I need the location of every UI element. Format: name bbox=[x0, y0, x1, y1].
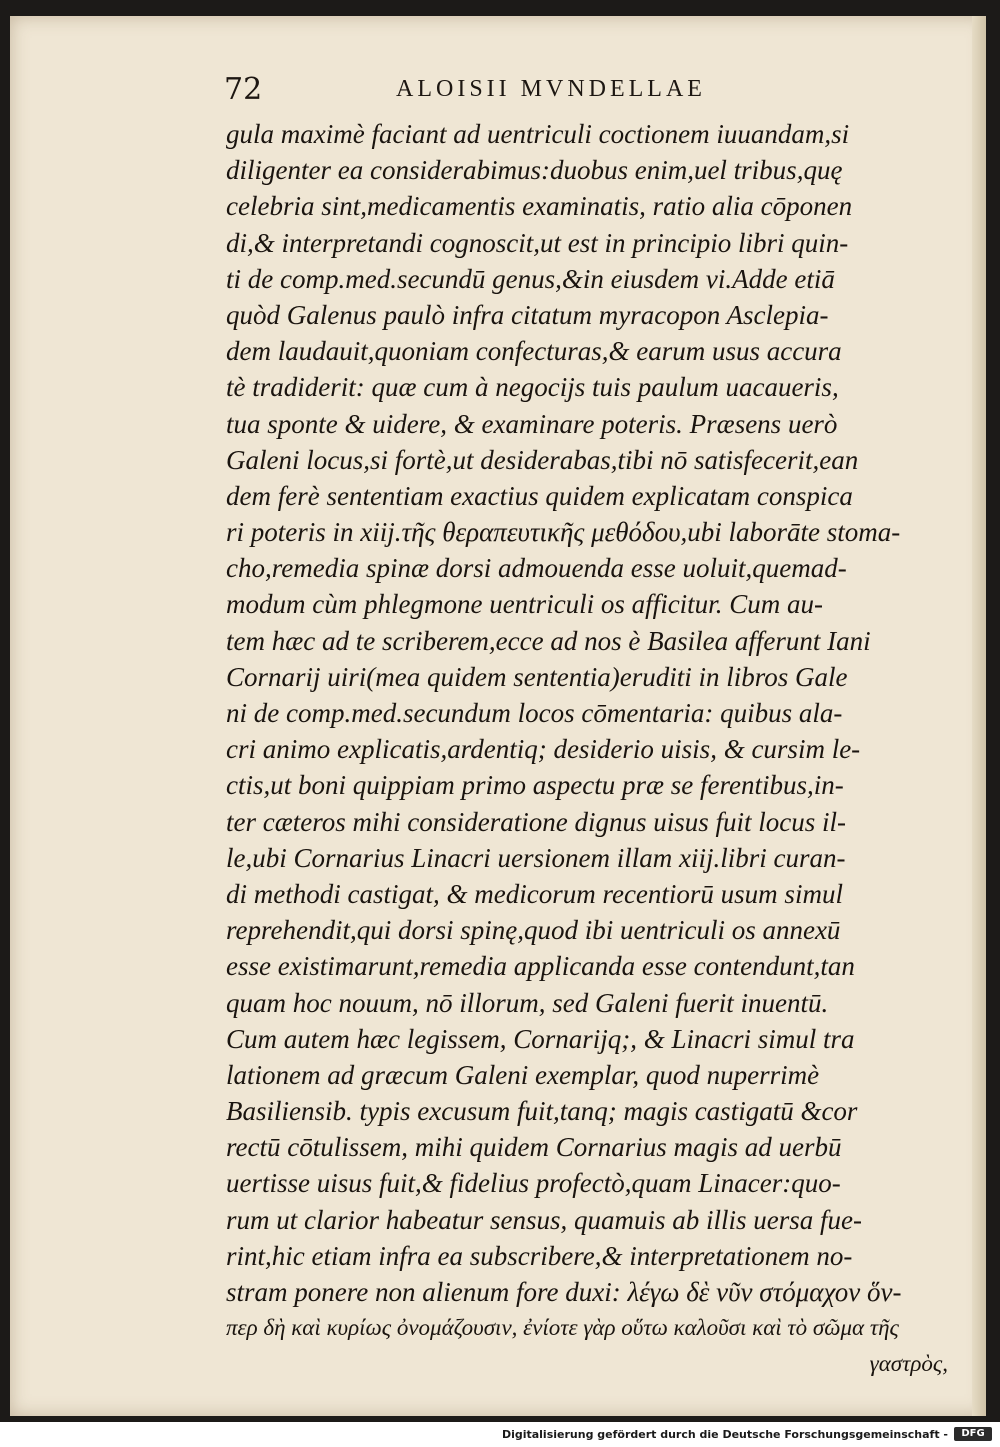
body-text bbox=[226, 116, 956, 1383]
text-line: Basiliensib. typis excusum fuit,tanq; magis castigatū &cor bbox=[226, 1096, 858, 1127]
footer-bar bbox=[0, 1422, 1000, 1447]
text-line: ni de comp.med.secundum locos cōmentaria: quibus ala- bbox=[226, 698, 843, 728]
dfg-logo-icon: DFG bbox=[954, 1427, 992, 1441]
text-line: rectū cōtulissem, mihi quidem Cornarius magis ad uerbū bbox=[226, 1132, 842, 1163]
text-line: Cornarij uiri(mea quidem sententia)eruditi in libros Gale bbox=[226, 661, 848, 692]
text-line: quòd Galenus paulò infra citatum myracopon Asclepia- bbox=[226, 299, 829, 330]
text-line: tè tradiderit: quæ cum à negocijs tuis paulum uacaueris, bbox=[226, 372, 839, 403]
text-line: cri animo explicatis,ardentiq; desiderio uisis, & cursim le- bbox=[226, 734, 861, 765]
text-line: ctis,ut boni quippiam primo aspectu præ se ferentibus,in- bbox=[226, 770, 844, 801]
page-edge bbox=[972, 16, 986, 1416]
text-line: ti de comp.med.secundū genus,&in eiusdem vi.Adde etiā bbox=[226, 263, 835, 294]
text-line: rint,hic etiam infra ea subscribere,& interpretationem no- bbox=[226, 1240, 853, 1271]
footer-credit: Digitalisierung gefördert durch die Deutsche Forschungsgemeinschaft - bbox=[501, 1428, 948, 1441]
text-line: reprehendit,qui dorsi spinę,quod ibi uentriculi os annexū bbox=[226, 915, 841, 946]
text-line: dem laudauit,quoniam confecturas,& earum usus accura bbox=[226, 336, 842, 367]
text-line: modum cùm phlegmone uentriculi os afficitur. Cum au- bbox=[226, 589, 823, 620]
text-line: esse existimarunt,remedia applicanda esse contendunt,tan bbox=[226, 951, 855, 982]
text-line: Galeni locus,si fortè,ut desiderabas,tibi nō satisfecerit,ean bbox=[226, 444, 859, 475]
text-line: stram ponere non alienum fore duxi: λέγω δὲ νῦν στόμαχον ὅν- bbox=[226, 1277, 902, 1307]
running-title: ALOISII MVNDELLAE bbox=[396, 76, 706, 102]
page-number: 72 bbox=[224, 72, 263, 107]
text-line: celebria sint,medicamentis examinatis, ratio alia cōponen bbox=[226, 191, 853, 222]
text-line: uertisse uisus fuit,& fidelius profectò,quam Linacer:quo- bbox=[226, 1168, 841, 1199]
text-line: ter cæteros mihi consideratione dignus uisus fuit locus il- bbox=[226, 806, 846, 837]
text-line: Cum autem hæc legissem, Cornarijq;, & Linacri simul tra bbox=[226, 1023, 855, 1054]
text-line: di methodi castigat, & medicorum recentiorū usum simul bbox=[226, 878, 843, 909]
text-line: rum ut clarior habeatur sensus, quamuis ab illis uersa fue- bbox=[226, 1204, 863, 1235]
text-line: lationem ad græcum Galeni exemplar, quod nuperrimè bbox=[226, 1059, 820, 1090]
text-line: tua sponte & uidere, & examinare poteris. Præsens uerò bbox=[226, 408, 838, 439]
text-line: tem hæc ad te scriberem,ecce ad nos è Basilea afferunt Iani bbox=[226, 625, 871, 656]
text-line: cho,remedia spinæ dorsi admouenda esse uoluit,quemad- bbox=[226, 553, 847, 584]
text-line: dem ferè sententiam exactius quidem explicatam conspica bbox=[226, 480, 853, 511]
catchword: γαστρὸς, bbox=[869, 1351, 948, 1377]
text-line: gula maximè faciant ad uentriculi coctionem iuuandam,si bbox=[226, 119, 850, 149]
running-head bbox=[224, 70, 784, 110]
text-line: diligenter ea considerabimus:duobus enim,uel tribus,quę bbox=[226, 155, 843, 186]
text-line: di,& interpretandi cognoscit,ut est in principio libri quin- bbox=[226, 227, 849, 258]
greek-text-line: περ δὴ καὶ κυρίως ὀνομάζουσιν, ἐνίοτε γὰρ οὕτω καλοῦσι καὶ τὸ σῶμα τῆς bbox=[226, 1315, 899, 1341]
text-line: ri poteris in xiij.τῆς θεραπευτικῆς μεθόδου,ubi laborāte stoma- bbox=[226, 517, 901, 548]
text-line: quam hoc nouum, nō illorum, sed Galeni fuerit inuentū. bbox=[226, 987, 829, 1018]
text-line: le,ubi Cornarius Linacri uersionem illam xiij.libri curan- bbox=[226, 842, 846, 873]
